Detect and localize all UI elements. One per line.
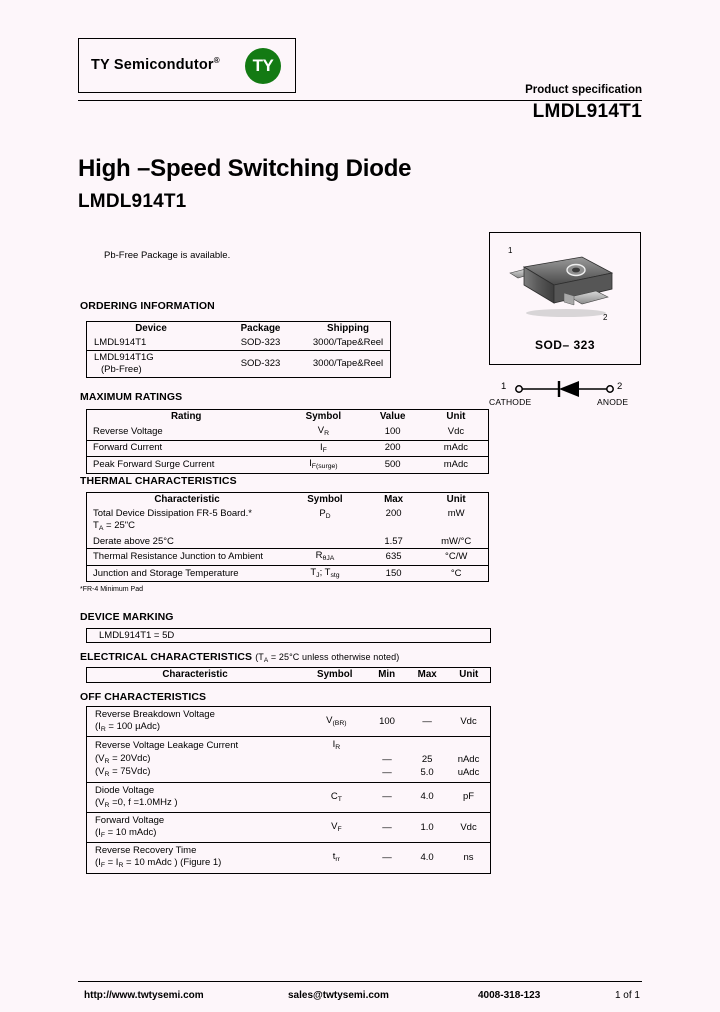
characteristic-condition: ($I_F = 10$ mAdc) [95,826,157,839]
table-row [87,507,489,534]
off-characteristics-table [86,706,491,874]
cell-symbol: $t_{rr}$ [306,843,367,873]
device-marking-value: LMDL914T1 = 5D [99,630,175,641]
diode-schematic-icon [513,380,617,398]
cell-characteristic: Derate above 25°C [87,535,288,549]
pb-free-note: Pb-Free Package is available. [104,250,231,261]
cell-min: — [367,843,407,873]
table-row [87,424,489,440]
cell-device: LMDL914T1 [94,337,147,349]
column-header-max: Max [384,494,404,505]
registered-mark: ® [213,56,220,65]
anode-label: ANODE [597,397,629,407]
page-subtitle: LMDL914T1 [78,191,187,212]
cell-rating: Reverse Voltage [87,424,286,440]
page-title: High –Speed Switching Diode [78,155,412,182]
thermal-characteristics-heading: THERMAL CHARACTERISTICS [80,475,237,487]
characteristic-name: Diode Voltage [95,784,155,796]
column-header-device: Device [135,323,167,334]
table-row [87,565,489,581]
cell-min: 100 [379,715,395,727]
cell-max: 1.0 [407,813,447,843]
column-header-symbol: Symbol [307,494,343,505]
cell-symbol: $C_T$ [306,782,367,812]
cell-max: 25 [421,753,433,765]
cell-unit: uAdc [457,767,480,779]
column-header-symbol: Symbol [317,669,353,680]
table-row [87,457,489,473]
package-pin2-label: 2 [603,313,608,322]
table-row [87,440,489,456]
cell-symbol: $I_R$ [306,737,367,753]
cell-characteristic: Junction and Storage Temperature [87,565,288,581]
cell-symbol [306,753,367,766]
diode-pin2-number: 2 [617,381,623,392]
column-header-max: Max [417,669,437,680]
cell-unit: Vdc [447,426,465,438]
package-pin1-label: 1 [508,246,513,255]
characteristic-condition: ($I_F = I_R = 10$ mAdc ) (Figure 1) [95,857,222,870]
company-name: TY Semicondutor® [91,56,220,73]
cell-unit: mW/°C [441,535,472,547]
cell-symbol: $V_R$ [317,425,330,438]
cathode-label: CATHODE [489,397,532,407]
table-row [87,535,489,549]
cell-unit [447,737,490,753]
device-marking-heading: DEVICE MARKING [80,611,174,623]
cell-symbol: $V_{(BR)}$ [326,714,347,727]
column-header-unit: Unit [446,411,466,422]
column-header-symbol: Symbol [305,411,342,422]
characteristic-name: Forward Voltage [95,815,165,827]
cell-shipping: 3000/Tape&Reel [312,337,384,349]
cell-symbol: $T_J$; $T_{stg}$ [287,565,363,581]
cell-max: 635 [363,549,425,565]
cell-shipping: 3000/Tape&Reel [306,351,391,378]
thermal-characteristics-table [86,492,489,582]
electrical-characteristics-note: ($T_A = 25^\circ C$ unless otherwise noted) [255,652,400,664]
footer-page-number: 1 of 1 [614,990,640,1001]
cell-symbol: $I_F$ [285,440,361,456]
cell-value: 100 [384,426,401,438]
cell-max [407,737,447,753]
ordering-information-heading: ORDERING INFORMATION [80,300,215,312]
cell-max: 200 [385,508,402,520]
cell-device-line2: (Pb-Free) [101,363,142,375]
cell-symbol: $P_D$ [319,508,331,521]
cell-device-line1: LMDL914T1G [94,352,154,364]
electrical-characteristics-header-table [86,667,491,683]
diode-symbol-diagram [489,380,641,414]
cell-symbol [306,766,367,782]
footer-divider [78,981,642,982]
cell-characteristic-line1: Total Device Dissipation FR-5 Board.* [93,508,252,520]
package-name-label: SOD– 323 [534,338,596,352]
table-row [87,813,491,843]
cell-characteristic-line2: $T_A$ = 25"C [93,520,136,533]
column-header-shipping: Shipping [327,323,369,334]
part-number-header: LMDL914T1 [532,101,642,122]
cell-min: — [367,782,407,812]
table-row [87,336,391,350]
cell-symbol [287,535,363,549]
cell-unit: °C [424,565,488,581]
cell-condition: $(V_R = 75Vdc)$ [95,766,151,779]
footer-website-link[interactable]: http://www.twtysemi.com [84,990,204,1001]
table-header-row [87,493,489,508]
column-header-characteristic: Characteristic [162,669,228,680]
cell-unit: mAdc [424,457,489,473]
table-header-row [87,410,489,425]
company-logo-box [78,38,296,93]
ordering-information-table [86,321,391,378]
table-row [87,782,491,812]
cell-unit: nAdc [457,753,480,765]
cell-unit: ns [447,843,490,873]
cell-max: 150 [363,565,425,581]
characteristic-name: Reverse Recovery Time [95,845,197,857]
diode-pin1-number: 1 [501,381,507,392]
maximum-ratings-table [86,409,489,474]
sod-323-package-icon [504,249,628,323]
table-row [87,351,391,378]
cell-min: — [382,767,392,779]
cell-max: 4.0 [407,843,447,873]
table-row [87,843,491,873]
footer-phone-number: 4008-318-123 [478,990,541,1001]
thermal-footnote: *FR-4 Minimum Pad [80,586,144,593]
cell-symbol: $I_{F(surge)}$ [285,457,361,473]
cell-unit: Vdc [460,715,477,727]
table-row [87,707,491,737]
cell-characteristic: Reverse Voltage Leakage Current [87,737,306,753]
cell-max: 5.0 [420,767,434,779]
cell-symbol: $V_F$ [306,813,367,843]
table-header-row [87,322,391,337]
characteristic-condition: ($V_R =0$, f =1.0MHz ) [95,796,178,809]
table-row [87,549,489,565]
electrical-characteristics-heading: ELECTRICAL CHARACTERISTICS ($T_A = 25^\circ C$ unless otherwise noted) [80,651,400,664]
cell-min [367,737,407,753]
cell-symbol: $R_{\theta JA}$ [287,549,363,565]
column-header-value: Value [379,411,406,422]
package-illustration-box [489,232,641,365]
cell-characteristic [87,813,306,843]
cell-package: SOD-323 [240,337,281,349]
cell-characteristic [87,507,288,534]
cell-max: 4.0 [407,782,447,812]
cell-max: — [422,715,432,727]
device-marking-box [86,628,491,643]
cell-device [87,351,216,378]
cell-unit: Vdc [447,813,490,843]
column-header-unit: Unit [446,494,466,505]
cell-package: SOD-323 [215,351,306,378]
cell-max: 1.57 [384,535,403,547]
cell-unit: °C/W [424,549,488,565]
cell-unit: mAdc [424,440,489,456]
cell-unit: pF [447,782,490,812]
off-characteristics-heading: OFF CHARACTERISTICS [80,691,207,703]
cell-min: — [367,813,407,843]
cell-rating: Peak Forward Surge Current [87,457,286,473]
cell-value: 200 [361,440,423,456]
cell-rating: Forward Current [87,440,286,456]
column-header-min: Min [378,669,396,680]
column-header-characteristic: Characteristic [154,494,220,505]
cell-value: 500 [361,457,423,473]
cell-characteristic [87,782,306,812]
footer-email-link[interactable]: sales@twtysemi.com [288,990,389,1001]
product-specification-label: Product specification [525,84,642,96]
maximum-ratings-heading: MAXIMUM RATINGS [80,391,183,403]
column-header-package: Package [240,323,281,334]
table-row [87,753,491,766]
cell-characteristic: Thermal Resistance Junction to Ambient [87,549,288,565]
column-header-unit: Unit [459,669,479,680]
cell-min: — [382,753,392,765]
table-row [87,737,491,753]
cell-characteristic [87,707,306,737]
cell-characteristic [87,843,306,873]
table-row [87,766,491,782]
cell-unit: mW [447,508,465,520]
characteristic-name: Reverse Breakdown Voltage [95,709,215,720]
cell-condition: $(V_R = 20Vdc)$ [95,752,151,765]
characteristic-condition: ($I_R = 100$ µAdc) [95,720,161,733]
ty-logo-icon: TY [245,48,281,84]
column-header-rating: Rating [170,411,202,422]
table-header-row [87,668,491,683]
